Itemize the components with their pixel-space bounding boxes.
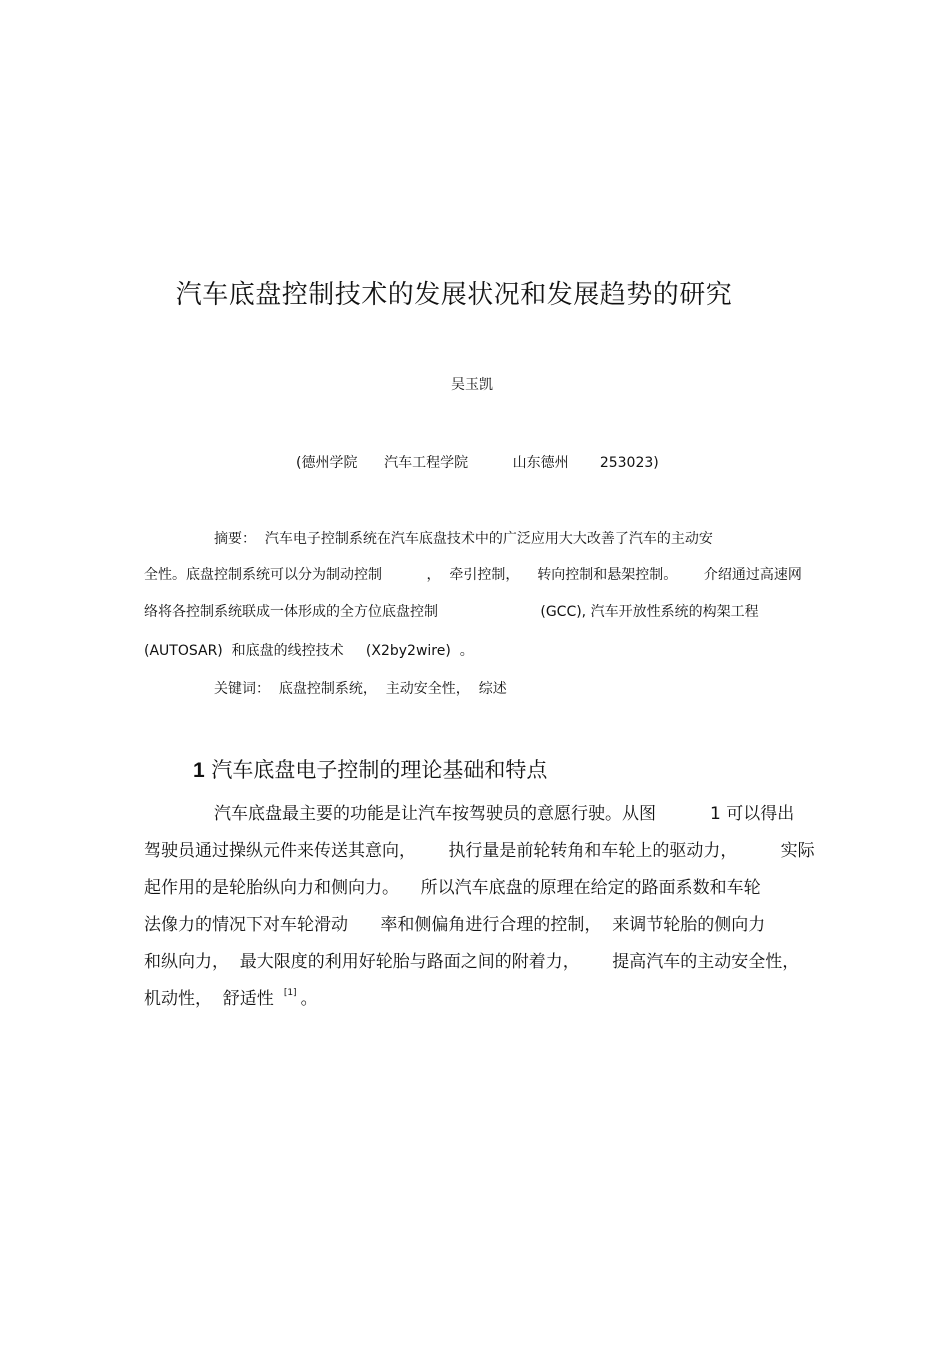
body-line: 驾驶员通过操纵元件来传送其意向， 执行量是前轮转角和车轮上的驱动力， 实际 xyxy=(144,841,815,861)
body-line-text: 机动性， 舒适性 xyxy=(144,989,274,1009)
body-line: 汽车底盘最主要的功能是让汽车按驾驶员的意愿行驶。从图 1 可以得出 xyxy=(214,804,795,824)
section-number: 1 xyxy=(193,759,205,782)
body-line: 和纵向力， 最大限度的利用好轮胎与路面之间的附着力， 提高汽车的主动安全性， xyxy=(144,952,800,972)
section-heading xyxy=(193,754,547,784)
paper-title: 汽车底盘控制技术的发展状况和发展趋势的研究 xyxy=(175,280,733,310)
end-punctuation: 。 xyxy=(300,989,318,1009)
abstract-line: (AUTOSAR) 和底盘的线控技术 (X2by2wire) 。 xyxy=(144,643,474,659)
abstract-line: 全性。底盘控制系统可以分为制动控制 ， 牵引控制， 转向控制和悬架控制。 介绍通过高速网 xyxy=(144,567,802,583)
abstract-line: 络将各控制系统联成一体形成的全方位底盘控制 (GCC), 汽车开放性系统的构架工程 xyxy=(144,604,759,620)
keywords: 关键词： 底盘控制系统， 主动安全性， 综述 xyxy=(214,681,507,697)
section-title: 汽车底盘电子控制的理论基础和特点 xyxy=(211,758,548,782)
body-line: 起作用的是轮胎纵向力和侧向力。 所以汽车底盘的原理在给定的路面系数和车轮 xyxy=(144,878,761,898)
body-line-last xyxy=(144,984,318,1009)
author-affiliation: (德州学院 汽车工程学院 山东德州 253023) xyxy=(296,455,659,471)
abstract-line: 摘要： 汽车电子控制系统在汽车底盘技术中的广泛应用大大改善了汽车的主动安 xyxy=(214,531,713,547)
author-name: 吴玉凯 xyxy=(451,377,493,393)
body-line: 法像力的情况下对车轮滑动 率和侧偏角进行合理的控制， 来调节轮胎的侧向力 xyxy=(144,915,766,935)
citation-reference[interactable]: [1] xyxy=(283,988,297,998)
